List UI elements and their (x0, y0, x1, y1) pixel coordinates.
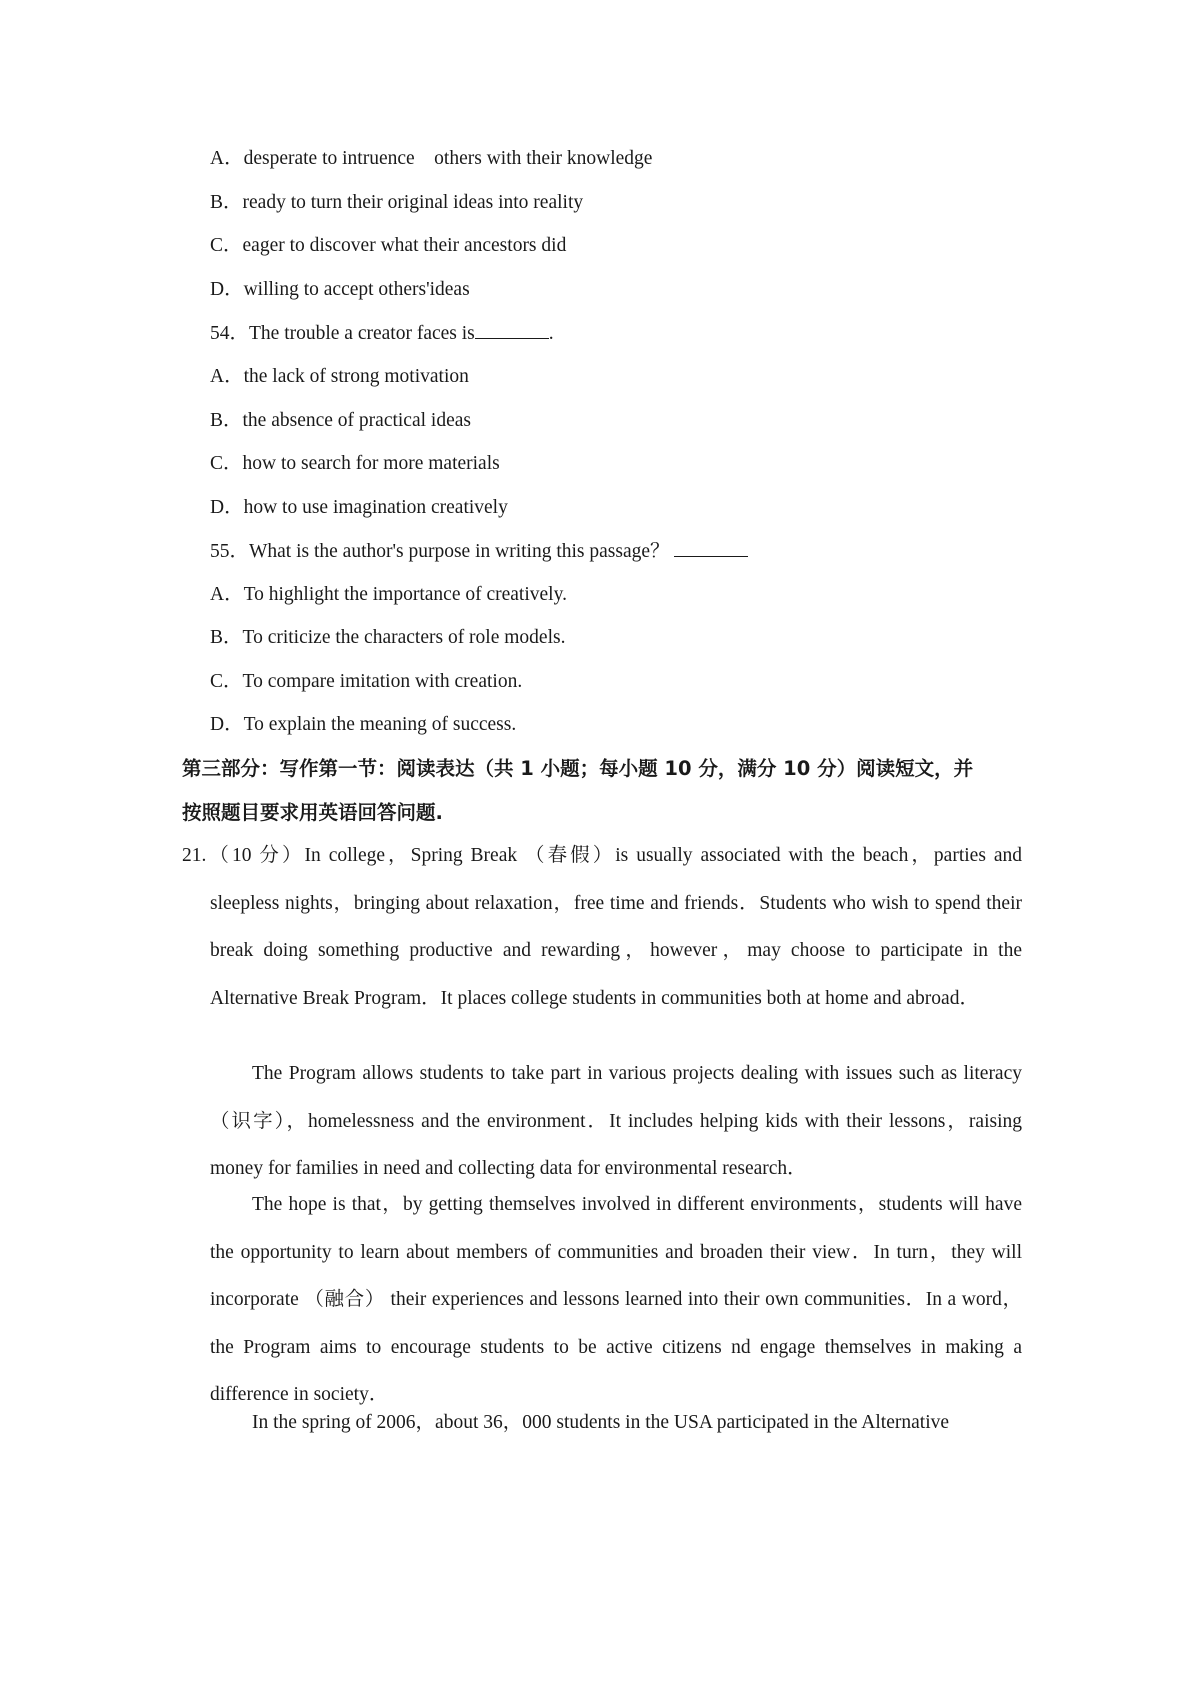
q55-option-d (210, 712, 516, 738)
option-letter: C． (210, 235, 243, 256)
answer-blank (674, 538, 748, 557)
option-letter: B． (210, 192, 243, 213)
question-tail: . (548, 323, 554, 344)
q55-option-a (210, 582, 567, 608)
option-text: desperate to intruence others with their knowledge (243, 148, 653, 169)
q55-stem (210, 538, 748, 565)
option-letter: B． (210, 627, 243, 648)
q53-option-a (210, 146, 652, 172)
option-letter: D． (210, 279, 244, 300)
option-text: how to use imagination creatively (243, 497, 508, 518)
option-text: To highlight the importance of creatively. (243, 584, 567, 605)
question-text: 55．What is the author's purpose in writing this passage？ (210, 541, 670, 562)
option-text: ready to turn their original ideas into reality (242, 192, 584, 213)
q54-option-a (210, 364, 469, 390)
option-text: To compare imitation with creation. (242, 671, 523, 692)
q21-paragraph-1 (182, 832, 1022, 1022)
option-text: the lack of strong motivation (243, 366, 469, 387)
section-heading-line-2: 按照题目要求用英语回答问题. (182, 801, 443, 824)
q54-option-b (210, 408, 471, 434)
option-text: To explain the meaning of success. (243, 714, 517, 735)
option-letter: A． (210, 584, 244, 605)
option-letter: C． (210, 453, 243, 474)
q53-option-d (210, 277, 470, 303)
section-heading-line-1: 第三部分：写作第一节：阅读表达（共 1 小题；每小题 10 分，满分 10 分）阅读短文，并 (182, 757, 974, 780)
q21-paragraph-2: The Program allows students to take part in various projects dealing with issues such as literacy （识字），homelessness and the environment．It includes helping kids with their lessons，raising money for families in need and collecting data for environmental research． (210, 1063, 1022, 1179)
q21-paragraph-4: In the spring of 2006，about 36，000 students in the USA participated in the Alternative (252, 1412, 950, 1433)
question-label: 21.（10 分） (182, 845, 305, 866)
q53-option-c (210, 233, 566, 259)
q55-option-c (210, 669, 522, 695)
option-letter: A． (210, 148, 244, 169)
option-letter: D． (210, 714, 244, 735)
q54-option-c (210, 451, 500, 477)
paragraph-text: In college，Spring Break （春假）is usually associated with the beach，parties and sleepless nights，bringing about relaxation，free time and friends．Students who wish to spend their break doing something productive and rewarding，however，may choose to participate in the Alternative Break Program．It places college students in communities both at home and abroad． (210, 845, 1022, 1009)
option-text: willing to accept others'ideas (243, 279, 470, 300)
option-text: the absence of practical ideas (242, 410, 471, 431)
option-text: To criticize the characters of role models. (242, 627, 566, 648)
question-text: 54．The trouble a creator faces is (210, 323, 475, 344)
q54-stem (210, 320, 554, 347)
option-text: eager to discover what their ancestors did (242, 235, 567, 256)
option-letter: B． (210, 410, 243, 431)
option-text: how to search for more materials (242, 453, 500, 474)
q54-option-d (210, 495, 508, 521)
q55-option-b (210, 625, 565, 651)
answer-blank (475, 320, 549, 339)
q21-paragraph-3: The hope is that，by getting themselves involved in different environments，students will have the opportunity to learn about members of communities and broaden their view．In turn，they will incorporate （融合） their experiences and lessons learned into their own communities．In a word，the Program aims to encourage students to be active citizens nd engage themselves in making a difference in society． (210, 1194, 1022, 1405)
option-letter: D． (210, 497, 244, 518)
option-letter: A． (210, 366, 244, 387)
option-letter: C． (210, 671, 243, 692)
q53-option-b (210, 190, 583, 216)
